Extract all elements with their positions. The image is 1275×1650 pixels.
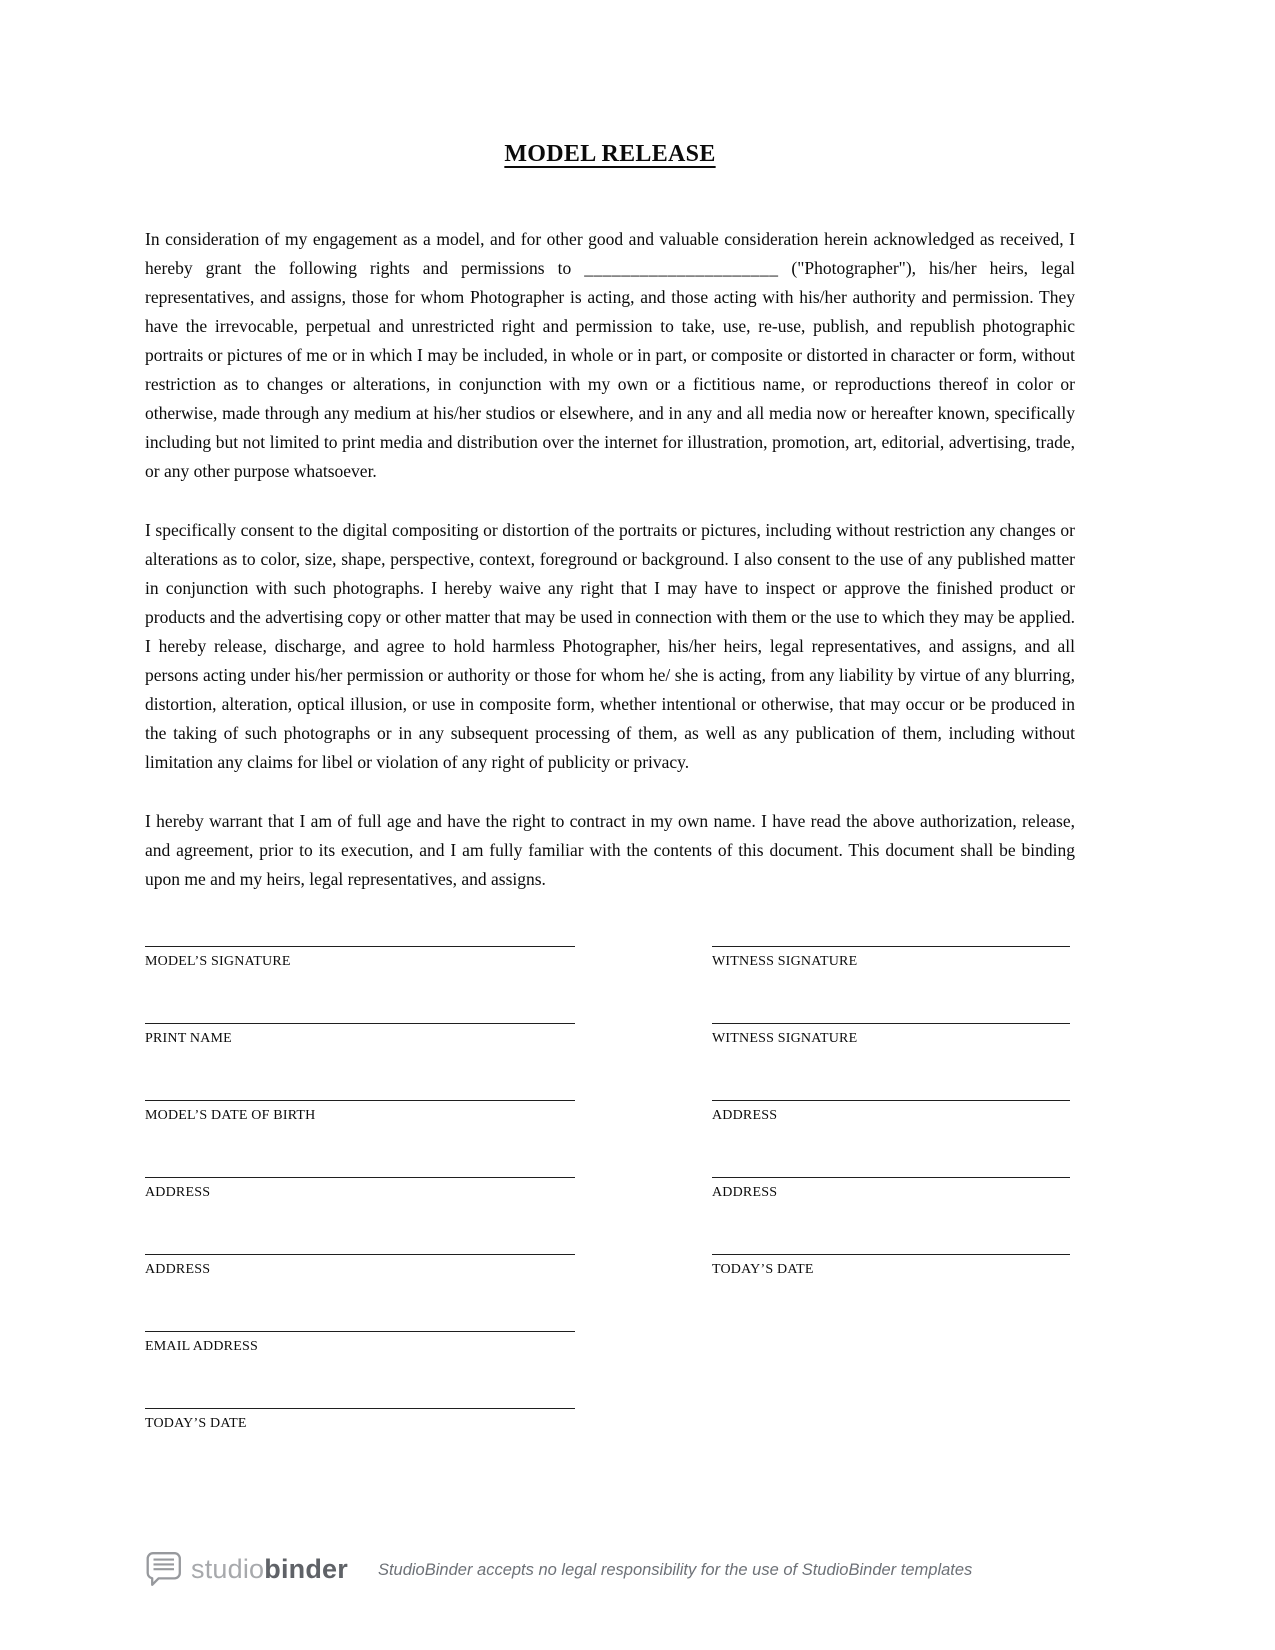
model-signature-label: MODEL’S SIGNATURE bbox=[145, 954, 291, 969]
field-print-name bbox=[145, 1023, 575, 1100]
document-body bbox=[145, 225, 1075, 894]
field-model-signature bbox=[145, 946, 575, 1023]
witness-signature-2-label: WITNESS SIGNATURE bbox=[712, 1031, 858, 1046]
field-model-address-2 bbox=[145, 1254, 575, 1331]
paragraph-grant-of-rights bbox=[145, 225, 1075, 486]
witness-todays-date-line[interactable] bbox=[712, 1254, 1070, 1255]
witness-address-1-label: ADDRESS bbox=[712, 1108, 778, 1123]
studiobinder-wordmark bbox=[191, 1554, 348, 1585]
model-date-of-birth-line[interactable] bbox=[145, 1100, 575, 1101]
field-witness-signature-1 bbox=[712, 946, 1070, 1023]
print-name-line[interactable] bbox=[145, 1023, 575, 1024]
paragraph-text-before-blank: In consideration of my engagement as a model, and for other good and valuable consideration herein acknowledged as received, I hereby grant the following rights and permissions to bbox=[145, 229, 1075, 278]
witness-signature-2-line[interactable] bbox=[712, 1023, 1070, 1024]
field-model-todays-date bbox=[145, 1408, 575, 1485]
wordmark-binder: binder bbox=[264, 1553, 348, 1584]
field-witness-address-2 bbox=[712, 1177, 1070, 1254]
model-todays-date-line[interactable] bbox=[145, 1408, 575, 1409]
model-todays-date-label: TODAY’S DATE bbox=[145, 1416, 247, 1431]
footer-disclaimer: StudioBinder accepts no legal responsibility for the use of StudioBinder templates bbox=[377, 1560, 973, 1579]
studiobinder-logo bbox=[145, 1551, 348, 1587]
model-address-1-line[interactable] bbox=[145, 1177, 575, 1178]
field-witness-todays-date bbox=[712, 1254, 1070, 1331]
field-email-address bbox=[145, 1331, 575, 1408]
field-model-date-of-birth bbox=[145, 1100, 575, 1177]
footer bbox=[145, 1551, 972, 1587]
paragraph-text-after-blank: ("Photographer"), his/her heirs, legal representatives, and assigns, those for whom Photographer is acting, and those acting with his/her authority and permission. They have the irrevocable, perpetual and unrestricted right and permission to take, use, re-use, publish, and republish photographic portraits or pictures of me or in which I may be included, in whole or in part, or composite or distorted in character or form, without restriction as to changes or alterations, in conjunction with my own or a fictitious name, or reproductions thereof in color or otherwise, made through any medium at his/her studios or elsewhere, and in any and all media now or hereafter known, specifically including but not limited to print media and distribution over the internet for illustration, promotion, art, editorial, advertising, trade, or any other purpose whatsoever. bbox=[145, 258, 1075, 481]
witness-address-2-line[interactable] bbox=[712, 1177, 1070, 1178]
model-address-2-label: ADDRESS bbox=[145, 1262, 211, 1277]
field-model-address-1 bbox=[145, 1177, 575, 1254]
witness-signature-1-label: WITNESS SIGNATURE bbox=[712, 954, 858, 969]
wordmark-studio: studio bbox=[191, 1553, 265, 1584]
email-address-line[interactable] bbox=[145, 1331, 575, 1332]
document-title: MODEL RELEASE bbox=[504, 141, 716, 167]
print-name-label: PRINT NAME bbox=[145, 1031, 232, 1046]
model-address-1-label: ADDRESS bbox=[145, 1185, 211, 1200]
signature-column-witness bbox=[712, 946, 1070, 1485]
signature-column-model bbox=[145, 946, 575, 1485]
field-witness-signature-2 bbox=[712, 1023, 1070, 1100]
witness-signature-1-line[interactable] bbox=[712, 946, 1070, 947]
field-witness-address-1 bbox=[712, 1100, 1070, 1177]
email-address-label: EMAIL ADDRESS bbox=[145, 1339, 258, 1354]
witness-todays-date-label: TODAY’S DATE bbox=[712, 1262, 814, 1277]
witness-address-2-label: ADDRESS bbox=[712, 1185, 778, 1200]
signature-section bbox=[145, 946, 1075, 1485]
witness-address-1-line[interactable] bbox=[712, 1100, 1070, 1101]
paragraph-warranty-of-age: I hereby warrant that I am of full age and have the right to contract in my own name. I have read the above authorization, release, and agreement, prior to its execution, and I am fully familiar with the contents of this document. This document shall be binding upon me and my heirs, legal representatives, and assigns. bbox=[145, 811, 1075, 889]
paragraph-consent-and-release: I specifically consent to the digital compositing or distortion of the portraits or pictures, including without restriction any changes or alterations as to color, size, shape, perspective, context, foreground or background. I also consent to the use of any published matter in conjunction with such photographs. I hereby waive any right that I may have to inspect or approve the finished product or products and the advertising copy or other matter that may be used in connection with them or the use to which they may be applied. I hereby release, discharge, and agree to hold harmless Photographer, his/her heirs, legal representatives, and assigns, and all persons acting under his/her permission or authority or those for whom he/ she is acting, from any liability by virtue of any blurring, distortion, alteration, optical illusion, or use in composite form, whether intentional or otherwise, that may occur or be produced in the taking of such photographs or in any subsequent processing of them, as well as any publication of them, including without limitation any claims for libel or violation of any right of publicity or privacy. bbox=[145, 520, 1075, 772]
model-address-2-line[interactable] bbox=[145, 1254, 575, 1255]
speech-bubble-icon bbox=[145, 1551, 182, 1587]
photographer-name-blank[interactable]: _____________________ bbox=[584, 258, 779, 278]
model-date-of-birth-label: MODEL’S DATE OF BIRTH bbox=[145, 1108, 316, 1123]
model-signature-line[interactable] bbox=[145, 946, 575, 947]
